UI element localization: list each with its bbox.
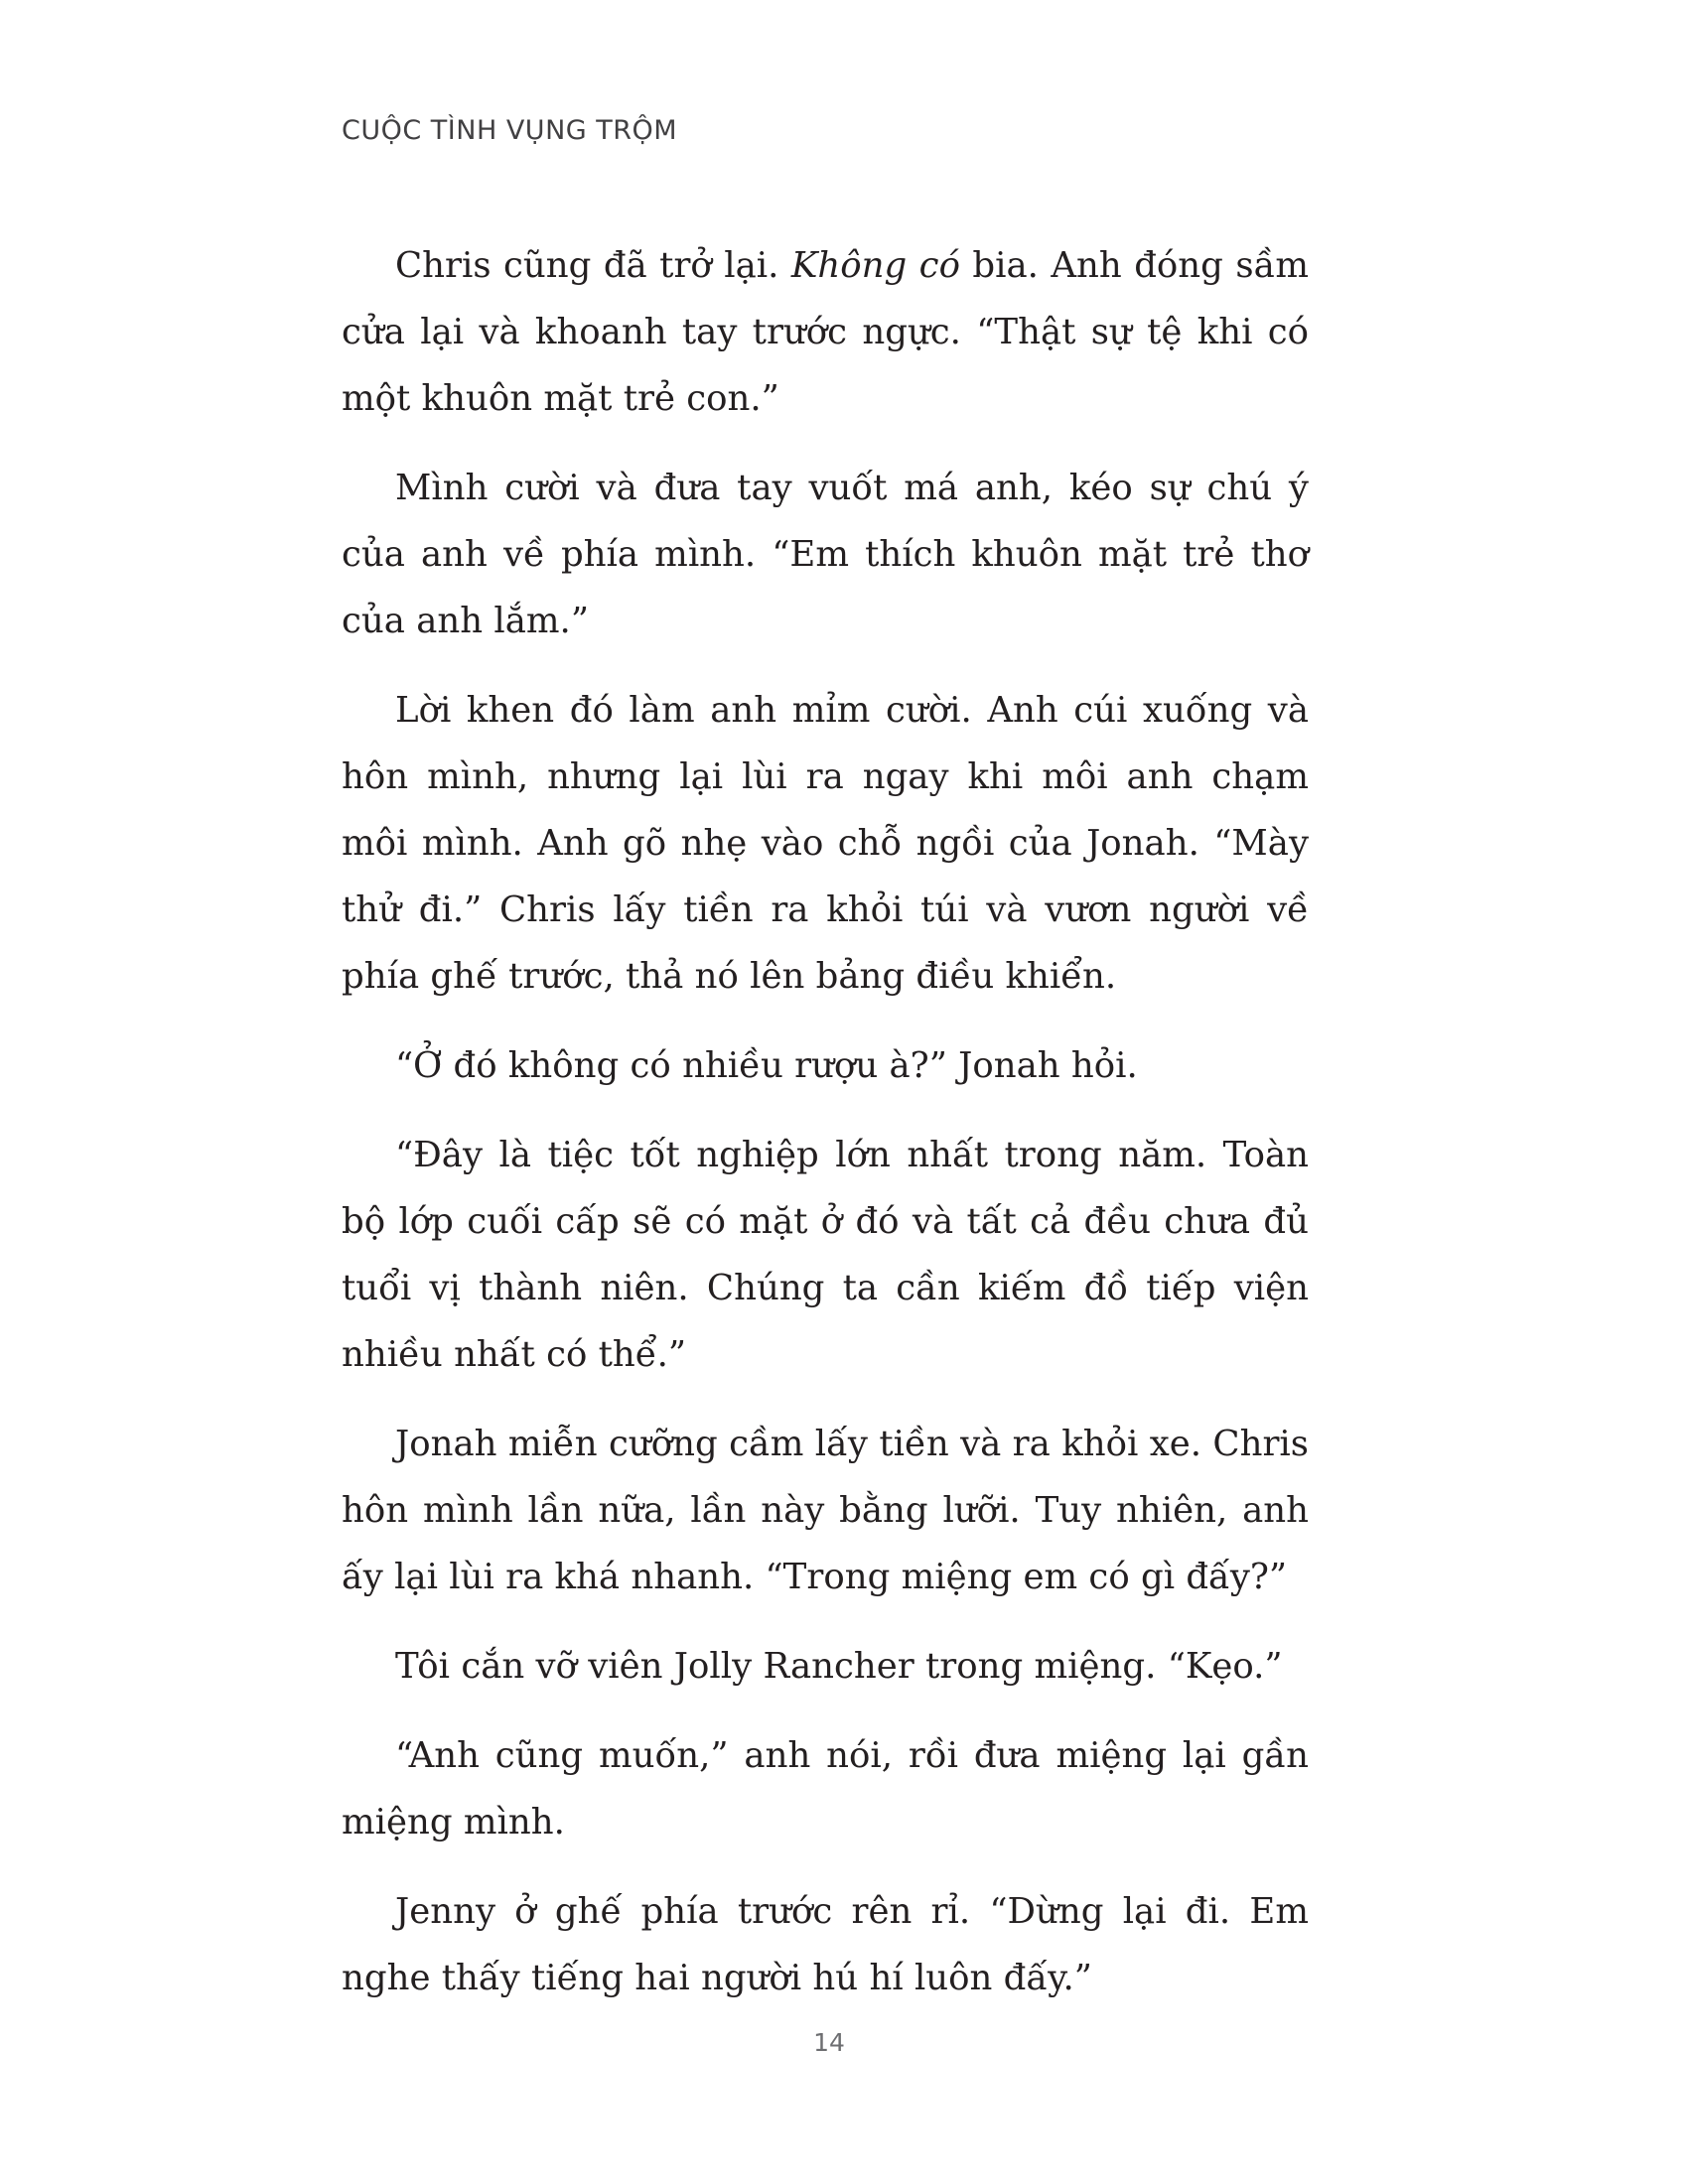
paragraph-1 bbox=[342, 232, 1309, 432]
paragraph-4: “Ở đó không có nhiều rượu à?” Jonah hỏi. bbox=[395, 1045, 1138, 1086]
paragraph-6: Jonah miễn cưỡng cầm lấy tiền và ra khỏi xe. Chris hôn mình lần nữa, lần này bằng lưỡi. Tuy nhiên, anh ấy lại lùi ra khá nhanh. “Trong miệng em có gì đấy?” bbox=[342, 1424, 1309, 1597]
paragraph-8: “Anh cũng muốn,” anh nói, rồi đưa miệng lại gần miệng mình. bbox=[342, 1735, 1309, 1843]
paragraph-2: Mình cười và đưa tay vuốt má anh, kéo sự chú ý của anh về phía mình. “Em thích khuôn mặt trẻ thơ của anh lắm.” bbox=[342, 468, 1309, 641]
paragraph-1-text-a: Chris cũng đã trở lại. bbox=[395, 245, 791, 286]
paragraph-1-emphasis: Không có bbox=[790, 245, 960, 286]
body-text bbox=[342, 232, 1309, 2034]
paragraph-9: Jenny ở ghế phía trước rên rỉ. “Dừng lại đi. Em nghe thấy tiếng hai người hú hí luôn đấy.” bbox=[342, 1891, 1309, 1998]
paragraph-1-text-b: bia. Anh đóng sầm cửa lại và khoanh tay trước ngực. “Thật sự tệ khi có một khuôn mặt trẻ con.” bbox=[342, 245, 1309, 419]
page-number: 14 bbox=[813, 2028, 845, 2057]
paragraph-5: “Đây là tiệc tốt nghiệp lớn nhất trong năm. Toàn bộ lớp cuối cấp sẽ có mặt ở đó và tất cả đều chưa đủ tuổi vị thành niên. Chúng ta cần kiếm đồ tiếp viện nhiều nhất có thể.” bbox=[342, 1135, 1309, 1375]
paragraph-3: Lời khen đó làm anh mỉm cười. Anh cúi xuống và hôn mình, nhưng lại lùi ra ngay khi môi anh chạm môi mình. Anh gõ nhẹ vào chỗ ngồi của Jonah. “Mày thử đi.” Chris lấy tiền ra khỏi túi và vươn người về phía ghế trước, thả nó lên bảng điều khiển. bbox=[342, 690, 1309, 997]
running-header: CUỘC TÌNH VỤNG TRỘM bbox=[342, 115, 678, 146]
paragraph-7: Tôi cắn vỡ viên Jolly Rancher trong miệng. “Kẹo.” bbox=[395, 1646, 1283, 1687]
